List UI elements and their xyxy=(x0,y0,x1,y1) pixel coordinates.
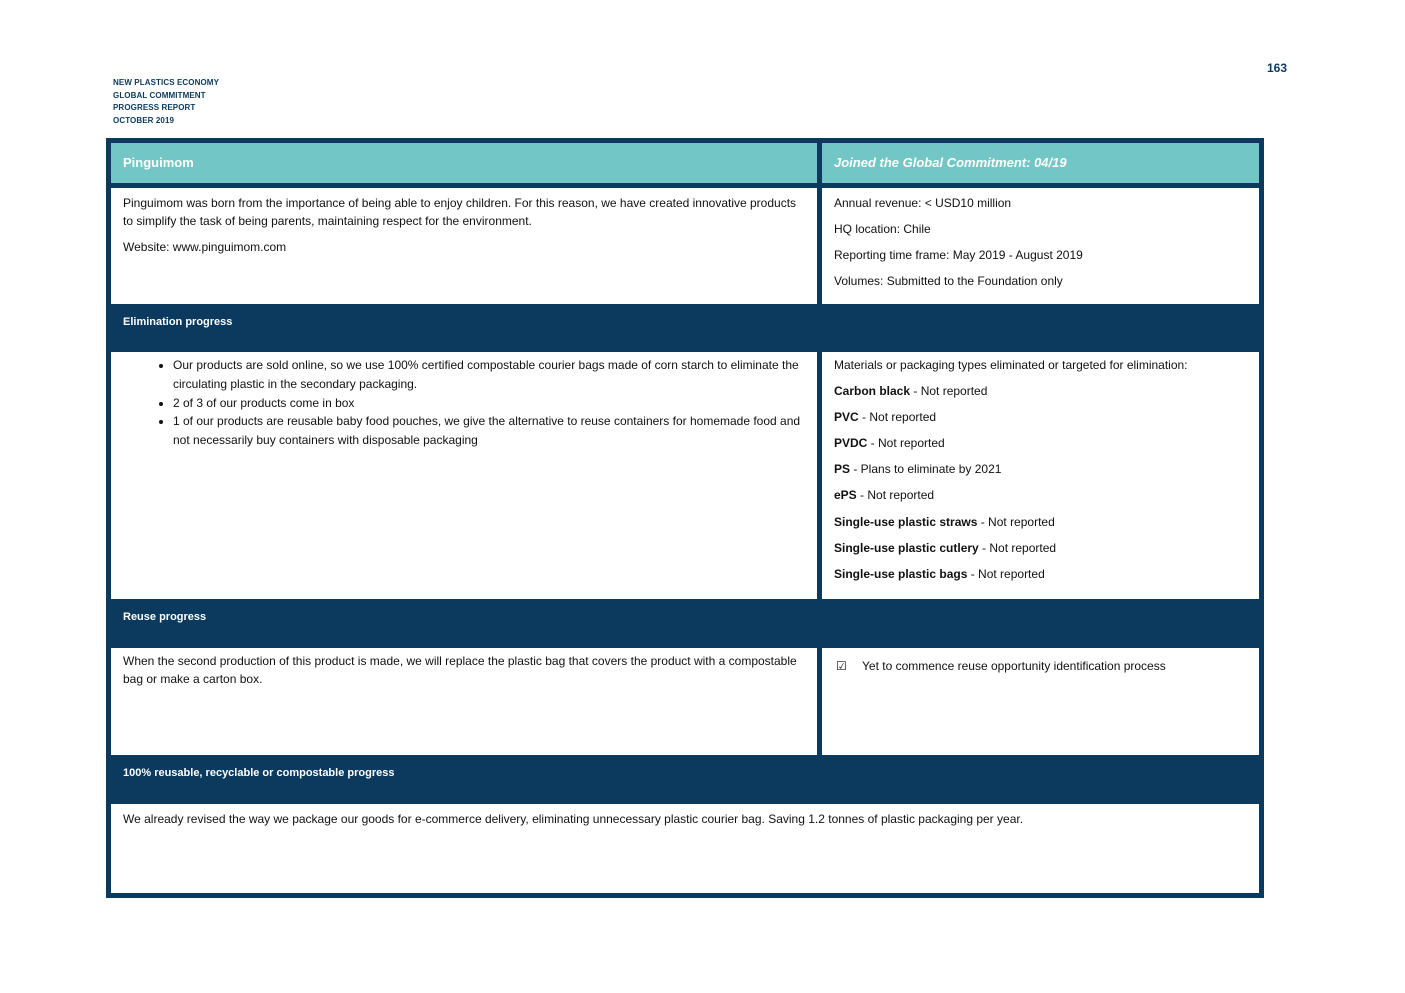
material-name: PVC xyxy=(834,410,859,425)
annual-revenue: Annual revenue: < USD10 million xyxy=(834,196,1012,210)
reuse-status-label: Yet to commence reuse opportunity identification process xyxy=(862,659,1166,673)
reporting-time-frame: Reporting time frame: May 2019 - August 2019 xyxy=(834,248,1083,262)
material-row xyxy=(834,434,1249,453)
header-line: GLOBAL COMMITMENT xyxy=(113,90,206,100)
elimination-bullet-list xyxy=(111,352,817,450)
header-line: PROGRESS REPORT xyxy=(113,103,196,112)
volumes: Volumes: Submitted to the Foundation only xyxy=(834,274,1063,288)
material-status: - Not reported xyxy=(978,540,1057,555)
material-name: Carbon black xyxy=(834,384,911,399)
company-name: Pinguimom xyxy=(111,143,817,183)
company-meta-cell xyxy=(822,188,1259,304)
company-description: Pinguimom was born from the importance of being able to enjoy children. For this reason, we have created innovative products to simplify the task of being parents, maintaining respect for the environment. xyxy=(123,196,797,228)
material-name: Single-use plastic bags xyxy=(834,566,968,581)
material-status: - Not reported xyxy=(856,488,935,503)
material-row xyxy=(834,460,1249,479)
list-item: • Our products are sold online, so we use 100% certified compostable courier bags made of corn starch to eliminate the circulating plastic in the secondary packaging. xyxy=(173,356,807,394)
materials-intro: Materials or packaging types eliminated or targeted for elimination: xyxy=(834,358,1188,372)
material-status: - Not reported xyxy=(910,384,988,399)
material-row xyxy=(834,486,1249,505)
elimination-bullets-cell xyxy=(111,352,817,599)
material-status: - Not reported xyxy=(967,566,1045,581)
material-row xyxy=(834,565,1249,584)
header-line: NEW PLASTICS ECONOMY xyxy=(113,78,220,87)
material-name: PVDC xyxy=(834,436,868,451)
company-description-cell xyxy=(111,188,817,304)
material-row xyxy=(834,408,1249,427)
header-line: OCTOBER 2019 xyxy=(113,115,175,125)
material-status: - Not reported xyxy=(867,436,945,451)
material-name: PS xyxy=(834,462,851,477)
material-name: Single-use plastic cutlery xyxy=(834,540,979,555)
reuse-status-cell xyxy=(822,648,1259,755)
list-item: • 2 of 3 of our products come in box xyxy=(173,394,807,413)
material-status: - Plans to eliminate by 2021 xyxy=(850,462,1002,477)
recyclable-text: We already revised the way we package our goods for e-commerce delivery, eliminating unnecessary plastic courier bag. Saving 1.2 tonnes of plastic packaging per year. xyxy=(111,804,1259,893)
hq-location: HQ location: Chile xyxy=(834,222,931,236)
material-name: ePS xyxy=(834,488,857,503)
reuse-text: When the second production of this product is made, we will replace the plastic bag that covers the product with a compostable bag or make a carton box. xyxy=(111,648,817,755)
recyclable-heading: 100% reusable, recyclable or compostable progress xyxy=(123,767,395,779)
materials-cell xyxy=(822,352,1259,599)
list-item: • 1 of our products are reusable baby food pouches, we give the alternative to reuse containers for homemade food and not necessarily buy containers with disposable packaging xyxy=(173,412,807,450)
material-status: - Not reported xyxy=(858,410,937,425)
material-status: - Not reported xyxy=(977,514,1055,529)
material-row xyxy=(834,539,1249,558)
elimination-heading: Elimination progress xyxy=(123,316,233,328)
joined-date: Joined the Global Commitment: 04/19 xyxy=(822,143,1259,183)
checkbox-icon: ☑ xyxy=(836,659,847,673)
material-row xyxy=(834,513,1249,532)
reuse-heading: Reuse progress xyxy=(123,611,207,623)
material-row xyxy=(834,382,1249,401)
page-number: 163 xyxy=(1267,61,1288,75)
company-website: Website: www.pinguimom.com xyxy=(123,240,287,254)
report-header xyxy=(113,77,219,127)
material-name: Single-use plastic straws xyxy=(834,514,978,529)
